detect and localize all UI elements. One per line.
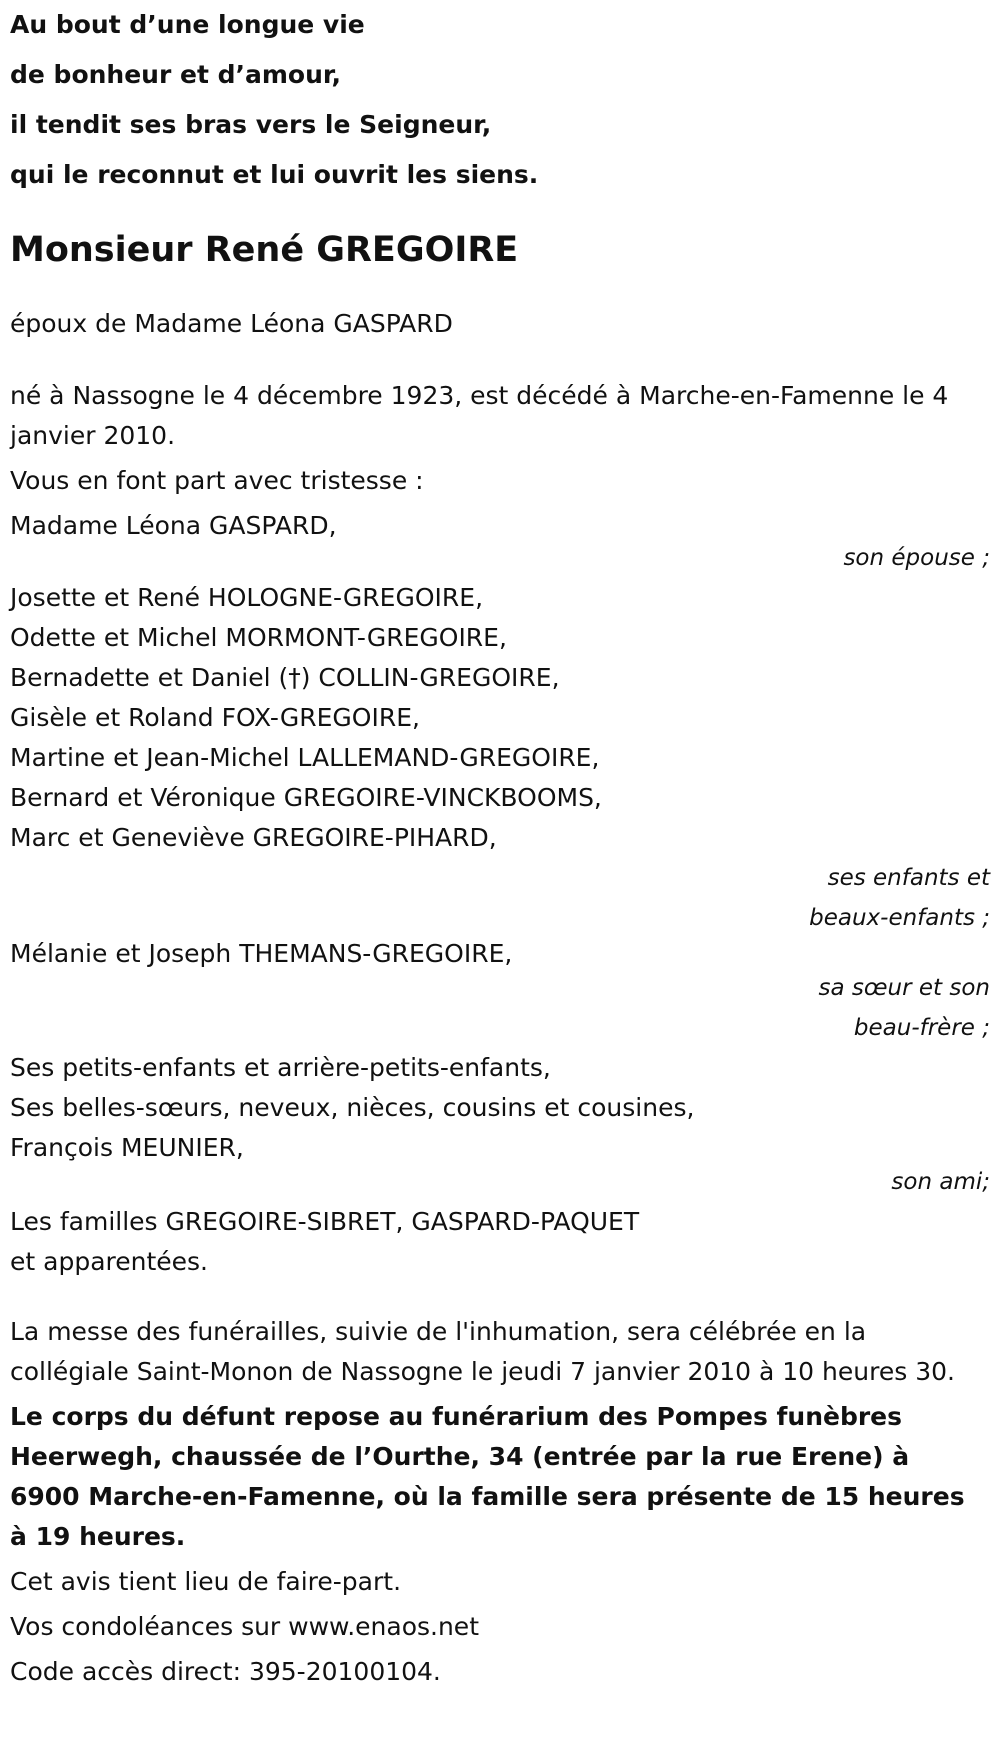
list-item: Martine et Jean-Michel LALLEMAND-GREGOIRE, xyxy=(10,743,600,772)
notice-line: Cet avis tient lieu de faire-part. xyxy=(10,1567,402,1596)
families-block: Les familles GREGOIRE-SIBRET, GASPARD-PAQUET et apparentées. xyxy=(10,1207,640,1276)
obituary-page xyxy=(10,0,990,1692)
list-item: Gisèle et Roland FOX-GREGOIRE, xyxy=(10,703,420,732)
others-list xyxy=(10,1048,990,1168)
list-item: Odette et Michel MORMONT-GREGOIRE, xyxy=(10,623,507,652)
verse-line: de bonheur et d’amour, xyxy=(10,60,342,89)
list-item: Bernadette et Daniel (†) COLLIN-GREGOIRE, xyxy=(10,663,560,692)
list-item: Bernard et Véronique GREGOIRE-VINCKBOOMS, xyxy=(10,783,602,812)
spouse-line: époux de Madame Léona GASPARD xyxy=(10,309,453,338)
spouse-role: son épouse ; xyxy=(843,545,990,571)
list-item: François MEUNIER, xyxy=(10,1133,244,1162)
deceased-name: Monsieur René GREGOIRE xyxy=(10,230,519,270)
list-item: Ses petits-enfants et arrière-petits-enfants, xyxy=(10,1053,551,1082)
announcement-line: Vous en font part avec tristesse : xyxy=(10,466,424,495)
birth-death-statement: né à Nassogne le 4 décembre 1923, est décédé à Marche-en-Famenne le 4 janvier 2010. xyxy=(10,381,949,450)
visitation-info: Le corps du défunt repose au funérarium des Pompes funèbres Heerwegh, chaussée de l’Ourthe, 34 (entrée par la rue Erene) à 6900 Marche-en-Famenne, où la famille sera présente de 15 heures à 19 heures. xyxy=(10,1402,965,1551)
verse-line: qui le reconnut et lui ouvrit les siens. xyxy=(10,160,539,189)
list-item: Josette et René HOLOGNE-GREGOIRE, xyxy=(10,583,484,612)
verse-line: Au bout d’une longue vie xyxy=(10,10,365,39)
children-role: ses enfants et beaux-enfants ; xyxy=(809,865,990,931)
sister-line: Mélanie et Joseph THEMANS-GREGOIRE, xyxy=(10,939,513,968)
funeral-mass-info: La messe des funérailles, suivie de l'inhumation, sera célébrée en la collégiale Saint-Monon de Nassogne le jeudi 7 janvier 2010 à 10 heures 30. xyxy=(10,1317,955,1386)
memorial-verse xyxy=(10,0,990,200)
sister-role: sa sœur et son beau-frère ; xyxy=(818,975,990,1041)
list-item: Ses belles-sœurs, neveux, nièces, cousins et cousines, xyxy=(10,1093,695,1122)
access-code-line: Code accès direct: 395-20100104. xyxy=(10,1657,441,1686)
verse-line: il tendit ses bras vers le Seigneur, xyxy=(10,110,492,139)
spouse-name: Madame Léona GASPARD, xyxy=(10,511,337,540)
condolences-line: Vos condoléances sur www.enaos.net xyxy=(10,1612,479,1641)
list-item: Marc et Geneviève GREGOIRE-PIHARD, xyxy=(10,823,497,852)
children-list xyxy=(10,578,990,858)
friend-role: son ami; xyxy=(891,1169,990,1195)
